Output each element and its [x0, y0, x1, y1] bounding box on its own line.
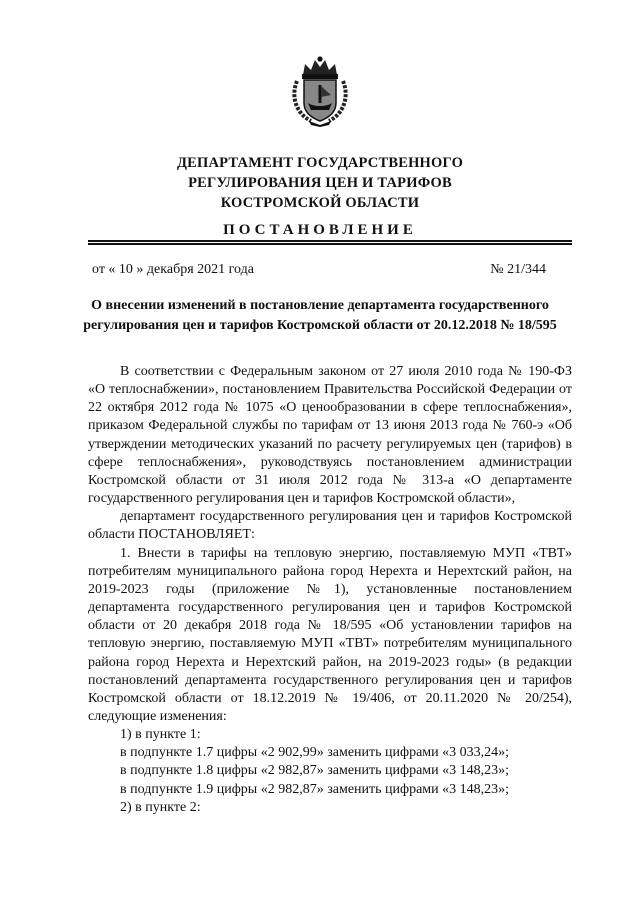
change-line-1-9: в подпункте 1.9 цифры «2 982,87» заменить цифрами «3 148,23»; — [120, 781, 510, 797]
header-divider-bottom — [88, 243, 572, 245]
resolves-paragraph: департамент государственного регулирования цен и тарифов Костромской области ПОСТАНОВЛЯЕТ: — [88, 509, 572, 543]
change-line-1-7: в подпункте 1.7 цифры «2 902,99» заменить цифрами «3 033,24»; — [120, 745, 510, 761]
department-name-line-1: ДЕПАРТАМЕНТ ГОСУДАРСТВЕННОГО — [176, 155, 464, 171]
document-subject — [76, 296, 564, 336]
subject-line-2: регулирования цен и тарифов Костромской области от 20.12.2018 № 18/595 — [83, 318, 557, 333]
preamble-paragraph: В соответствии с Федеральным законом от 27 июля 2010 года № 190-ФЗ «О теплоснабжении», постановлением Правительства Российской Федерации от 22 октября 2012 года № 1075 «О ценообразовании в сфере теплоснабжения», приказом Федеральной службы по тарифам от 13 июня 2013 года № 760-э «Об утверждении методических указаний по расчету регулируемых цен (тарифов) в сфере теплоснабжения», руководствуясь постановлением администрации Костромской области от 31 июля 2012 года № 313-а «О департаменте государственного регулирования цен и тарифов Костромской области», — [88, 364, 572, 507]
document-date: от « 10 » декабря 2021 года — [92, 262, 254, 277]
sub-item-1: 1) в пункте 1: — [120, 727, 201, 743]
document-body — [88, 363, 572, 817]
header-divider-top — [88, 240, 572, 242]
department-name-line-3: КОСТРОМСКОЙ ОБЛАСТИ — [220, 195, 420, 211]
item-1-paragraph: 1. Внести в тарифы на тепловую энергию, поставляемую МУП «ТВТ» потребителям муниципального района город Нерехта и Нерехтский район, на 2019-2023 годы (приложение №1), установленные постановлением департамента государственного регулирования цен и тарифов Костромской области от 20 декабря 2018 года № 18/595 «Об установлении тарифов на тепловую энергию, поставляемую МУП «ТВТ» потребителям муниципального района город Нерехта и Нерехтский район, на 2019-2023 годы» (в редакции постановлений департамента государственного регулирования цен и тарифов Костромской области от 18.12.2019 № 19/406, от 20.11.2020 № 20/254), следующие изменения: — [88, 545, 572, 724]
department-name-line-2: РЕГУЛИРОВАНИЯ ЦЕН И ТАРИФОВ — [188, 175, 452, 191]
sub-item-2: 2) в пункте 2: — [120, 799, 201, 815]
document-type-title: ПОСТАНОВЛЕНИЕ — [223, 222, 417, 238]
kostroma-coat-of-arms-icon — [289, 55, 351, 127]
document-number: № 21/344 — [490, 262, 546, 277]
subject-line-1: О внесении изменений в постановление департамента государственного — [91, 298, 549, 313]
change-line-1-8: в подпункте 1.8 цифры «2 982,87» заменить цифрами «3 148,23»; — [120, 763, 510, 779]
